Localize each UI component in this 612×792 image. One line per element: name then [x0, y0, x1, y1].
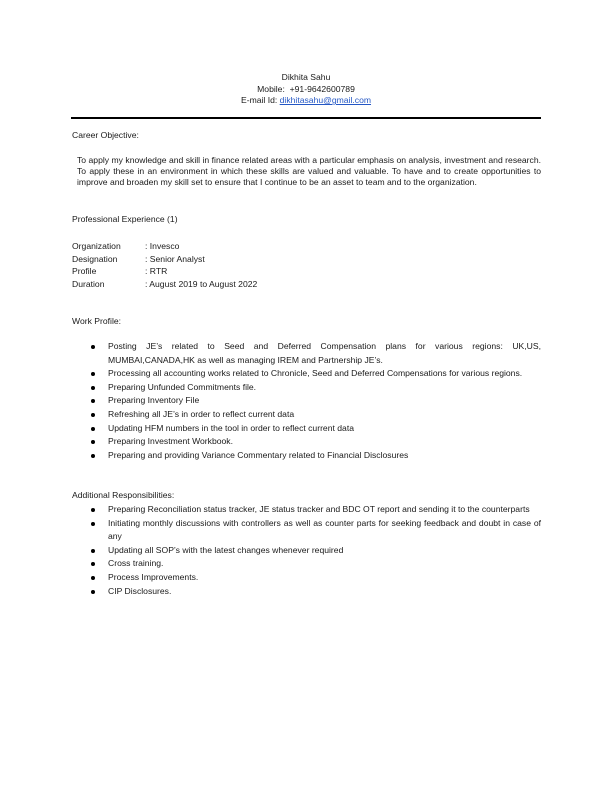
list-item: Preparing Investment Workbook.: [108, 435, 541, 449]
list-item: Preparing Reconciliation status tracker, JE status tracker and BDC OT report and sending it to the counterparts: [108, 503, 541, 517]
duration-label: Duration: [72, 278, 105, 289]
designation-label: Designation: [72, 253, 118, 264]
work-profile-heading: Work Profile:: [72, 316, 122, 326]
list-item: Preparing Unfunded Commitments file.: [108, 381, 541, 395]
email-link[interactable]: dikhitasahu@gmail.com: [279, 95, 372, 106]
list-item: Cross training.: [108, 557, 541, 571]
email-label: E-mail Id:: [240, 95, 278, 106]
candidate-name: Dikhita Sahu: [281, 72, 331, 82]
organization-label: Organization: [72, 241, 121, 251]
list-item: Initiating monthly discussions with controllers as well as counter parts for seeking feedback and doubt in case of any: [108, 517, 541, 544]
list-item: Updating HFM numbers in the tool in order to reflect current data: [108, 422, 541, 436]
organization-value: : Invesco: [145, 241, 180, 251]
mobile-line: [0, 84, 612, 96]
experience-row-designation: [72, 253, 257, 266]
header-divider: [71, 117, 541, 119]
resume-header: [0, 72, 612, 107]
experience-row-organization: [72, 240, 257, 253]
mobile-label: Mobile:: [257, 83, 285, 94]
mobile-number: +91-9642600789: [289, 83, 355, 94]
profile-value: : RTR: [145, 266, 168, 277]
career-objective-heading: Career Objective:: [72, 130, 139, 140]
list-item: Processing all accounting works related to Chronicle, Seed and Deferred Compensations for various regions.: [108, 367, 541, 381]
duration-value: : August 2019 to August 2022: [145, 278, 258, 289]
additional-responsibilities-heading: Additional Responsibilities:: [72, 490, 175, 500]
list-item: Preparing Inventory File: [108, 394, 541, 408]
additional-responsibilities-list: [108, 503, 541, 598]
experience-row-duration: [72, 278, 257, 291]
list-item: Preparing and providing Variance Commentary related to Financial Disclosures: [108, 449, 541, 463]
list-item: Refreshing all JE’s in order to reflect current data: [108, 408, 541, 422]
experience-heading: Professional Experience (1): [72, 214, 178, 224]
experience-details: [72, 240, 257, 290]
list-item: Updating all SOP’s with the latest changes whenever required: [108, 544, 541, 558]
work-profile-list: [108, 340, 541, 462]
profile-label: Profile: [72, 266, 97, 277]
career-objective-text: To apply my knowledge and skill in finance related areas with a particular emphasis on analysis, investment and research. To apply these in an environment in which these skills are valued and valuable. To have and to create opportunities to improve and broaden my skill set to ensure that I continue to be an asset to team and to the organization.: [77, 155, 541, 188]
list-item: CIP Disclosures.: [108, 585, 541, 599]
list-item: Process Improvements.: [108, 571, 541, 585]
list-item: Posting JE’s related to Seed and Deferred Compensation plans for various regions: UK,US, MUMBAI,CANADA,HK as well as managing IREM and Partnership JE’s.: [108, 340, 541, 367]
email-line: [0, 95, 612, 107]
experience-row-profile: [72, 265, 257, 278]
designation-value: : Senior Analyst: [145, 253, 205, 264]
